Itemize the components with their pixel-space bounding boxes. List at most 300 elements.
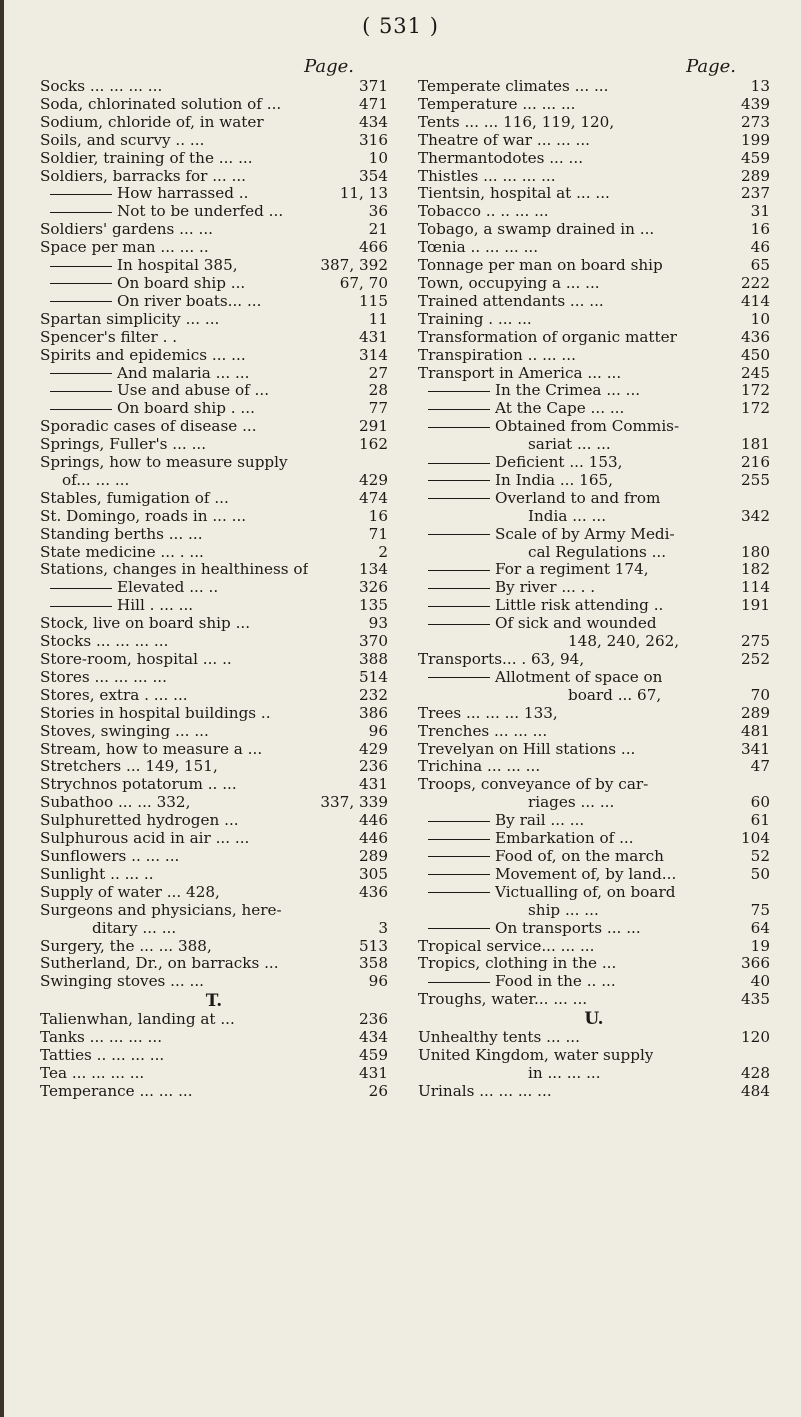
entry-term: Transformation of organic matter	[418, 328, 677, 346]
entry-page-ref: 484	[741, 1081, 770, 1100]
entry-page-ref: 172	[741, 381, 770, 400]
index-entry	[40, 150, 388, 168]
entry-term: Not to be underfed ...	[40, 203, 283, 221]
index-subentry	[40, 293, 388, 311]
index-entry	[418, 723, 770, 741]
entry-page-ref: 222	[741, 273, 770, 292]
entry-page-ref: 40	[750, 972, 770, 991]
entry-term: For a regiment 174,	[418, 561, 649, 579]
entry-term: On board ship ...	[40, 275, 245, 293]
entry-term: Elevated ... ..	[40, 579, 218, 597]
index-entry	[418, 347, 770, 365]
entry-term: Tobago, a swamp drained in ...	[418, 221, 655, 239]
index-entry	[40, 96, 388, 114]
index-subentry	[418, 830, 770, 848]
entry-term: United Kingdom, water supply	[418, 1047, 654, 1065]
entry-term: Trenches ... ... ...	[418, 722, 548, 740]
entry-term: By river ... . .	[418, 579, 595, 597]
entry-term: State medicine ... . ...	[40, 543, 204, 561]
index-subentry	[418, 848, 770, 866]
entry-page-ref: 371	[359, 77, 388, 95]
entry-page-ref: 26	[368, 1081, 388, 1100]
entry-page-ref: 474	[359, 488, 388, 507]
index-entry	[40, 239, 388, 257]
entry-term: Spencer's filter . .	[40, 328, 178, 346]
entry-term: Transpiration .. ... ...	[418, 346, 576, 364]
entry-page-ref: 291	[359, 417, 388, 436]
index-subentry	[418, 400, 770, 418]
index-subentry	[418, 579, 770, 597]
index-entry	[418, 1083, 770, 1101]
entry-page-ref: 64	[750, 918, 770, 937]
index-subentry	[418, 973, 770, 991]
entry-term: Trevelyan on Hill stations ...	[418, 740, 636, 758]
index-entry	[40, 615, 388, 633]
index-subentry: Obtained from Commis-	[418, 418, 770, 436]
entry-page-ref: 388	[359, 650, 388, 668]
entry-page-ref: 471	[359, 94, 388, 113]
entry-term: Use and abuse of ...	[40, 382, 269, 400]
index-subentry	[40, 382, 388, 400]
entry-page-ref: 61	[750, 811, 770, 830]
index-entry	[40, 508, 388, 526]
index-entry-continuation: India ... ... 342	[528, 506, 770, 525]
entry-term: Thermantodotes ... ...	[418, 149, 584, 167]
entry-page-ref: 255	[741, 470, 770, 489]
entry-page-ref: 65	[750, 256, 770, 275]
entry-page-ref: 47	[750, 757, 770, 776]
index-entry-continuation: 148, 240, 262, 275	[568, 632, 770, 651]
entry-page-ref: 431	[359, 1063, 388, 1082]
index-entry	[40, 884, 388, 902]
index-entry	[40, 973, 388, 991]
entry-term: Transport in America ... ...	[418, 364, 622, 382]
entry-term: Space per man ... ... ..	[40, 239, 209, 257]
entry-term: Stocks ... ... ... ...	[40, 633, 169, 651]
entry-term: Thistles ... ... ... ...	[418, 167, 556, 185]
index-entry	[40, 1011, 388, 1029]
entry-term: Tanks ... ... ... ...	[40, 1029, 163, 1047]
index-entry	[418, 991, 770, 1009]
entry-term: Embarkation of ...	[418, 830, 634, 848]
entry-term: Training . ... ...	[418, 310, 532, 328]
entry-term: Sunflowers .. ... ...	[40, 847, 180, 865]
entry-term: Stables, fumigation of ...	[40, 489, 229, 507]
index-entry	[418, 758, 770, 776]
index-subentry	[40, 185, 388, 203]
index-entry	[40, 221, 388, 239]
entry-page-ref: 232	[359, 685, 388, 704]
entry-term: Temperance ... ... ...	[40, 1082, 193, 1100]
entry-page-ref: 10	[368, 148, 388, 167]
section-letter-u: U.	[584, 1009, 604, 1030]
entry-page-ref: 11, 13	[339, 184, 388, 203]
entry-page-ref: 429	[359, 739, 388, 758]
index-entry	[418, 185, 770, 203]
entry-page-ref: 436	[359, 882, 388, 901]
entry-term: Stretchers ... 149, 151,	[40, 758, 218, 776]
entry-page-ref: 28	[368, 381, 388, 400]
index-entry	[40, 1029, 388, 1047]
entry-page-ref: 11	[368, 309, 388, 328]
entry-page-ref: 354	[359, 166, 388, 185]
index-entry	[40, 454, 388, 472]
entry-term: Stores, extra . ... ...	[40, 686, 188, 704]
index-entry	[40, 955, 388, 973]
index-entry-continuation: ditary ... ... 3	[92, 918, 388, 937]
index-subentry	[418, 382, 770, 400]
entry-term: Tents ... ... 116, 119, 120,	[418, 113, 615, 131]
entry-page-ref: 10	[750, 309, 770, 328]
index-entry	[40, 741, 388, 759]
index-entry	[40, 418, 388, 436]
entry-page-ref: 236	[359, 1010, 388, 1029]
entry-term: Stores ... ... ... ...	[40, 668, 167, 686]
page-edge-shadow	[0, 0, 4, 1417]
entry-page-ref: 439	[741, 94, 770, 113]
entry-term: Tientsin, hospital at ... ...	[418, 185, 610, 203]
entry-page-ref: 191	[741, 596, 770, 615]
entry-page-ref: 289	[359, 846, 388, 865]
entry-term: Deficient ... 153,	[418, 454, 623, 472]
entry-page-ref: 414	[741, 291, 770, 310]
entry-page-ref: 370	[359, 632, 388, 651]
index-subentry	[418, 866, 770, 884]
entry-term: Strychnos potatorum .. ...	[40, 776, 237, 794]
index-entry	[40, 347, 388, 365]
entry-term: In India ... 165,	[418, 472, 613, 490]
index-entry	[40, 848, 388, 866]
index-entry	[418, 150, 770, 168]
entry-page-ref: 50	[750, 864, 770, 883]
index-entry	[40, 1065, 388, 1083]
index-entry	[418, 96, 770, 114]
entry-term: Hill . ... ...	[40, 597, 193, 615]
index-entry-continuation: in ... ... ... 428	[528, 1063, 770, 1082]
index-entry	[418, 78, 770, 96]
entry-term: Tœnia .. ... ... ...	[418, 239, 539, 257]
index-entry	[418, 365, 770, 383]
index-entry	[40, 651, 388, 669]
index-entry	[40, 633, 388, 651]
entry-page-ref: 46	[750, 238, 770, 257]
index-column-left	[40, 56, 388, 1101]
entry-term: On river boats... ...	[40, 293, 261, 311]
entry-term: Socks ... ... ... ...	[40, 78, 163, 95]
entry-page-ref: 245	[741, 363, 770, 382]
entry-term: Sulphurous acid in air ... ...	[40, 830, 250, 848]
entry-term: Theatre of war ... ... ...	[418, 131, 590, 149]
entry-page-ref: 67, 70	[339, 273, 388, 292]
entry-term: Temperature ... ... ...	[418, 95, 576, 113]
index-entry	[40, 902, 388, 920]
index-entry	[40, 168, 388, 186]
entry-page-ref: 459	[359, 1046, 388, 1065]
index-subentry: Scale of by Army Medi-	[418, 526, 770, 544]
entry-page-ref: 446	[359, 829, 388, 848]
index-entry	[40, 812, 388, 830]
entry-term: Tea ... ... ... ...	[40, 1064, 145, 1082]
entry-term: Temperate climates ... ...	[418, 78, 609, 95]
entry-term: Sporadic cases of disease ...	[40, 418, 257, 436]
entry-term: Tropical service... ... ...	[418, 937, 595, 955]
entry-term: Subathoo ... ... 332,	[40, 794, 191, 812]
entry-page-ref: 273	[741, 112, 770, 131]
entry-term: Standing berths ... ...	[40, 525, 203, 543]
entry-term: Store-room, hospital ... ..	[40, 651, 232, 668]
index-subentry: Allotment of space on	[418, 669, 770, 687]
index-entry	[40, 705, 388, 723]
index-entry	[40, 687, 388, 705]
index-subentry	[40, 203, 388, 221]
index-entry	[40, 669, 388, 687]
index-entry	[40, 329, 388, 347]
entry-page-ref: 104	[741, 829, 770, 848]
index-entry	[40, 758, 388, 776]
index-entry	[40, 436, 388, 454]
index-entry	[418, 1029, 770, 1047]
entry-page-ref: 387, 392	[320, 256, 388, 275]
entry-page-ref: 36	[368, 202, 388, 221]
index-entry	[40, 794, 388, 812]
entry-page-ref: 16	[368, 506, 388, 525]
entry-term: Sunlight .. ... ..	[40, 865, 154, 883]
entry-page-ref: 366	[741, 954, 770, 973]
entry-page-ref: 199	[741, 130, 770, 149]
entry-term: On transports ... ...	[418, 920, 641, 938]
entry-term: Soils, and scurvy .. ...	[40, 131, 205, 149]
entry-term: Stream, how to measure a ...	[40, 740, 263, 758]
index-entry	[40, 561, 388, 579]
entry-page-ref: 71	[368, 524, 388, 543]
entry-page-ref: 450	[741, 345, 770, 364]
entry-term: Victualling of, on board	[418, 884, 675, 902]
entry-page-ref: 314	[359, 345, 388, 364]
entry-page-ref: 459	[741, 148, 770, 167]
index-subentry	[418, 454, 770, 472]
entry-term: Stoves, swinging ... ...	[40, 722, 209, 740]
entry-term: By rail ... ...	[418, 812, 584, 830]
index-entry	[418, 132, 770, 150]
entry-page-ref: 435	[741, 990, 770, 1009]
index-entry	[418, 1047, 770, 1065]
entry-term: Little risk attending ..	[418, 597, 663, 615]
entry-page-ref: 305	[359, 864, 388, 883]
entry-term: Troughs, water... ... ...	[418, 991, 588, 1009]
entry-page-ref: 120	[741, 1028, 770, 1047]
entry-term: How harrassed ..	[40, 185, 248, 203]
entry-page-ref: 115	[359, 291, 388, 310]
entry-page-ref: 431	[359, 775, 388, 794]
entry-page-ref: 446	[359, 811, 388, 830]
entry-page-ref: 513	[359, 936, 388, 955]
entry-term: Urinals ... ... ... ...	[418, 1082, 552, 1100]
entry-term: Tobacco .. .. ... ...	[418, 203, 549, 221]
index-entry	[40, 1047, 388, 1065]
entry-page-ref: 96	[368, 721, 388, 740]
entry-term: Tonnage per man on board ship	[418, 257, 663, 275]
entry-page-ref: 52	[750, 846, 770, 865]
entry-term: Sodium, chloride of, in water	[40, 113, 264, 131]
entry-term: In the Crimea ... ...	[418, 382, 640, 400]
column-heading: Page.	[686, 56, 736, 77]
index-entry	[40, 830, 388, 848]
entry-page-ref: 134	[359, 560, 388, 579]
entry-term: And malaria ... ...	[40, 365, 249, 383]
entry-page-ref: 337, 339	[320, 793, 388, 812]
entry-term: Surgery, the ... ... 388,	[40, 937, 212, 955]
entry-page-ref: 93	[368, 614, 388, 633]
entry-page-ref: 19	[750, 936, 770, 955]
entry-page-ref: 16	[750, 220, 770, 239]
index-entry	[418, 776, 770, 794]
index-subentry	[418, 884, 770, 902]
index-entry	[418, 239, 770, 257]
entry-term: Springs, Fuller's ... ...	[40, 436, 207, 454]
index-subentry	[40, 597, 388, 615]
entry-page-ref: 316	[359, 130, 388, 149]
index-entry	[418, 651, 770, 669]
index-entry	[40, 78, 388, 96]
entry-page-ref: 27	[368, 363, 388, 382]
entry-term: Trichina ... ... ...	[418, 758, 541, 776]
entry-page-ref: 96	[368, 972, 388, 991]
entry-page-ref: 386	[359, 703, 388, 722]
index-entry	[418, 275, 770, 293]
entry-page-ref: 341	[741, 739, 770, 758]
entry-term: Talienwhan, landing at ...	[40, 1011, 235, 1029]
entry-page-ref: 434	[359, 112, 388, 131]
index-entry-continuation: ship ... ... 75	[528, 900, 770, 919]
entry-term: Stock, live on board ship ...	[40, 615, 251, 633]
entry-term: Sulphuretted hydrogen ...	[40, 812, 239, 830]
index-subentry	[40, 365, 388, 383]
entry-term: St. Domingo, roads in ... ...	[40, 507, 247, 525]
entry-term: In hospital 385,	[40, 257, 238, 275]
index-entry	[418, 705, 770, 723]
entry-term: Spirits and epidemics ... ...	[40, 346, 246, 364]
entry-term: Swinging stoves ... ...	[40, 973, 204, 991]
entry-term: On board ship . ...	[40, 400, 255, 418]
entry-page-ref: 237	[741, 184, 770, 203]
entry-term: Movement of, by land...	[418, 866, 676, 884]
entry-page-ref: 31	[750, 202, 770, 221]
index-entry	[418, 938, 770, 956]
index-entry	[418, 114, 770, 132]
index-subentry: Of sick and wounded	[418, 615, 770, 633]
entry-page-ref: 172	[741, 399, 770, 418]
entry-page-ref: 13	[750, 77, 770, 95]
entry-page-ref: 466	[359, 238, 388, 257]
entry-page-ref: 162	[359, 435, 388, 454]
index-entry	[418, 955, 770, 973]
index-entry	[40, 490, 388, 508]
index-entry	[418, 203, 770, 221]
index-subentry	[40, 400, 388, 418]
index-entry	[40, 938, 388, 956]
entry-page-ref: 114	[741, 578, 770, 597]
entry-term: Tropics, clothing in the ...	[418, 955, 617, 973]
entry-term: Soda, chlorinated solution of ...	[40, 95, 282, 113]
entry-term: Spartan simplicity ... ...	[40, 310, 220, 328]
page-number: ( 531 )	[362, 14, 439, 38]
entry-page-ref: 77	[368, 399, 388, 418]
entry-term: Food in the .. ...	[418, 973, 616, 991]
entry-term: Supply of water ... 428,	[40, 883, 220, 901]
entry-term: Stories in hospital buildings ..	[40, 704, 271, 722]
index-subentry	[418, 472, 770, 490]
index-entry	[40, 526, 388, 544]
index-entry	[40, 544, 388, 562]
index-subentry	[418, 920, 770, 938]
entry-page-ref: 236	[359, 757, 388, 776]
index-entry	[40, 132, 388, 150]
entry-page-ref: 289	[741, 166, 770, 185]
entry-term: Trained attendants ... ...	[418, 292, 604, 310]
entry-page-ref: 514	[359, 667, 388, 686]
index-subentry	[418, 597, 770, 615]
entry-page-ref: 436	[741, 327, 770, 346]
entry-page-ref: 21	[368, 220, 388, 239]
entry-term: Soldiers' gardens ... ...	[40, 221, 213, 239]
index-entry	[40, 723, 388, 741]
entry-page-ref: 182	[741, 560, 770, 579]
entry-term: Sutherland, Dr., on barracks ...	[40, 955, 279, 973]
index-entry	[418, 329, 770, 347]
index-subentry	[40, 257, 388, 275]
entry-term: Town, occupying a ... ...	[418, 274, 600, 292]
entry-page-ref: 252	[741, 650, 770, 668]
entry-term: Soldiers, barracks for ... ...	[40, 167, 247, 185]
section-letter-t: T.	[205, 991, 223, 1012]
entry-term: Transports... . 63, 94,	[418, 651, 585, 668]
entry-term: Troops, conveyance of by car-	[418, 776, 649, 794]
entry-term: Tatties .. ... ... ...	[40, 1047, 165, 1065]
entry-term: Stations, changes in healthiness of	[40, 561, 309, 579]
index-entry-continuation: of... ... ... 429	[62, 470, 388, 489]
index-entry	[40, 1083, 388, 1101]
index-entry	[418, 311, 770, 329]
entry-term: Springs, how to measure supply	[40, 454, 288, 472]
index-subentry	[40, 579, 388, 597]
entry-page-ref: 431	[359, 327, 388, 346]
index-entry-continuation: sariat ... ... 181	[528, 435, 770, 454]
entry-term: Soldier, training of the ... ...	[40, 149, 253, 167]
index-entry	[40, 114, 388, 132]
index-entry-continuation: cal Regulations ... 180	[528, 542, 770, 561]
entry-page-ref: 135	[359, 596, 388, 615]
index-subentry	[418, 561, 770, 579]
index-subentry: Overland to and from	[418, 490, 770, 508]
entry-term: At the Cape ... ...	[418, 400, 624, 418]
index-entry	[40, 311, 388, 329]
index-column-right	[418, 56, 770, 1101]
entry-term: Food of, on the march	[418, 848, 664, 866]
index-entry	[418, 221, 770, 239]
index-subentry	[40, 275, 388, 293]
index-entry	[418, 168, 770, 186]
entry-page-ref: 434	[359, 1028, 388, 1047]
entry-page-ref: 289	[741, 703, 770, 722]
index-entry	[40, 776, 388, 794]
entry-term: Surgeons and physicians, here-	[40, 901, 282, 919]
entry-page-ref: 216	[741, 453, 770, 472]
entry-page-ref: 326	[359, 578, 388, 597]
entry-page-ref: 481	[741, 721, 770, 740]
index-entry	[418, 257, 770, 275]
column-heading: Page.	[304, 56, 354, 77]
entry-page-ref: 358	[359, 954, 388, 973]
